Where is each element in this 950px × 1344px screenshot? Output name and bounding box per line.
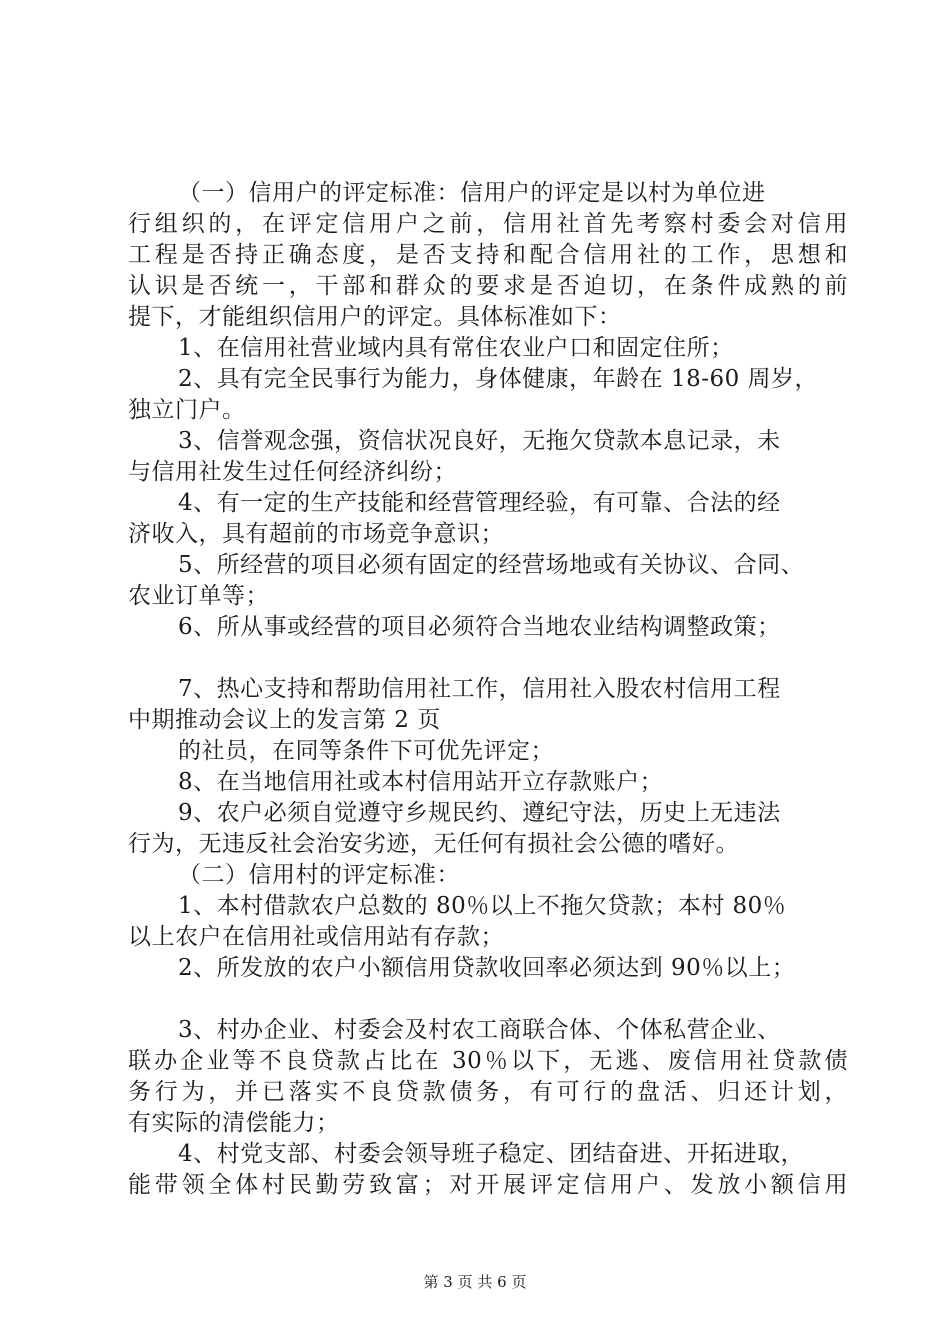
list-item-continuation: 的社员，在同等条件下可优先评定；	[178, 738, 554, 764]
paragraph-line: 行组织的，在评定信用户之前，信用社首先考察村委会对信用	[128, 211, 848, 237]
list-item-continuation: 以上农户在信用社或信用站有存款；	[128, 924, 504, 950]
list-item: 6、所从事或经营的项目必须符合当地农业结构调整政策；	[178, 614, 781, 640]
list-item: 9、农户必须自觉遵守乡规民约、遵纪守法，历史上无违法	[178, 800, 781, 826]
paragraph-line: 工程是否持正确态度，是否支持和配合信用社的工作，思想和	[128, 242, 848, 268]
paragraph-line: 认识是否统一，干部和群众的要求是否迫切，在条件成熟的前	[128, 273, 848, 299]
list-item-continuation: 中期推动会议上的发言第 2 页	[128, 707, 441, 733]
list-item-continuation: 有实际的清偿能力；	[128, 1110, 340, 1136]
list-item-continuation: 能带领全体村民勤劳致富；对开展评定信用户、发放小额信用	[128, 1172, 848, 1198]
section-heading: （二）信用村的评定标准：	[178, 862, 460, 888]
list-item: 4、有一定的生产技能和经营管理经验，有可靠、合法的经	[178, 490, 781, 516]
list-item: 3、信誉观念强，资信状况良好，无拖欠贷款本息记录，未	[178, 428, 781, 454]
list-item: 4、村党支部、村委会领导班子稳定、团结奋进、开拓进取，	[178, 1141, 805, 1167]
paragraph-line: 提下，才能组织信用户的评定。具体标准如下：	[128, 304, 622, 330]
list-item-continuation: 农业订单等；	[128, 583, 269, 609]
paragraph-line: （一）信用户的评定标准：信用户的评定是以村为单位进	[178, 180, 766, 206]
list-item: 2、所发放的农户小额信用贷款收回率必须达到 90％以上；	[178, 955, 796, 981]
list-item: 3、村办企业、村委会及村农工商联合体、个体私营企业、	[178, 1017, 781, 1043]
list-item: 5、所经营的项目必须有固定的经营场地或有关协议、合同、	[178, 552, 805, 578]
list-item: 8、在当地信用社或本村信用站开立存款账户；	[178, 769, 664, 795]
list-item: 1、本村借款农户总数的 80％以上不拖欠贷款；本村 80％	[178, 893, 787, 919]
list-item: 1、在信用社营业域内具有常住农业户口和固定住所；	[178, 335, 734, 361]
list-item-continuation: 济收入，具有超前的市场竞争意识；	[128, 521, 504, 547]
list-item-continuation: 联办企业等不良贷款占比在 30％以下，无逃、废信用社贷款债	[128, 1048, 848, 1074]
list-item: 2、具有完全民事行为能力，身体健康，年龄在 18-60 周岁，	[178, 366, 819, 392]
list-item-continuation: 务行为，并已落实不良贷款债务，有可行的盘活、归还计划，	[128, 1079, 848, 1105]
list-item-continuation: 行为，无违反社会治安劣迹，无任何有损社会公德的嗜好。	[128, 831, 739, 857]
list-item-continuation: 与信用社发生过任何经济纠纷；	[128, 459, 457, 485]
list-item: 7、热心支持和帮助信用社工作，信用社入股农村信用工程	[178, 676, 781, 702]
page-number-footer: 第 3 页 共 6 页	[423, 1273, 527, 1291]
list-item-continuation: 独立门户。	[128, 397, 246, 423]
